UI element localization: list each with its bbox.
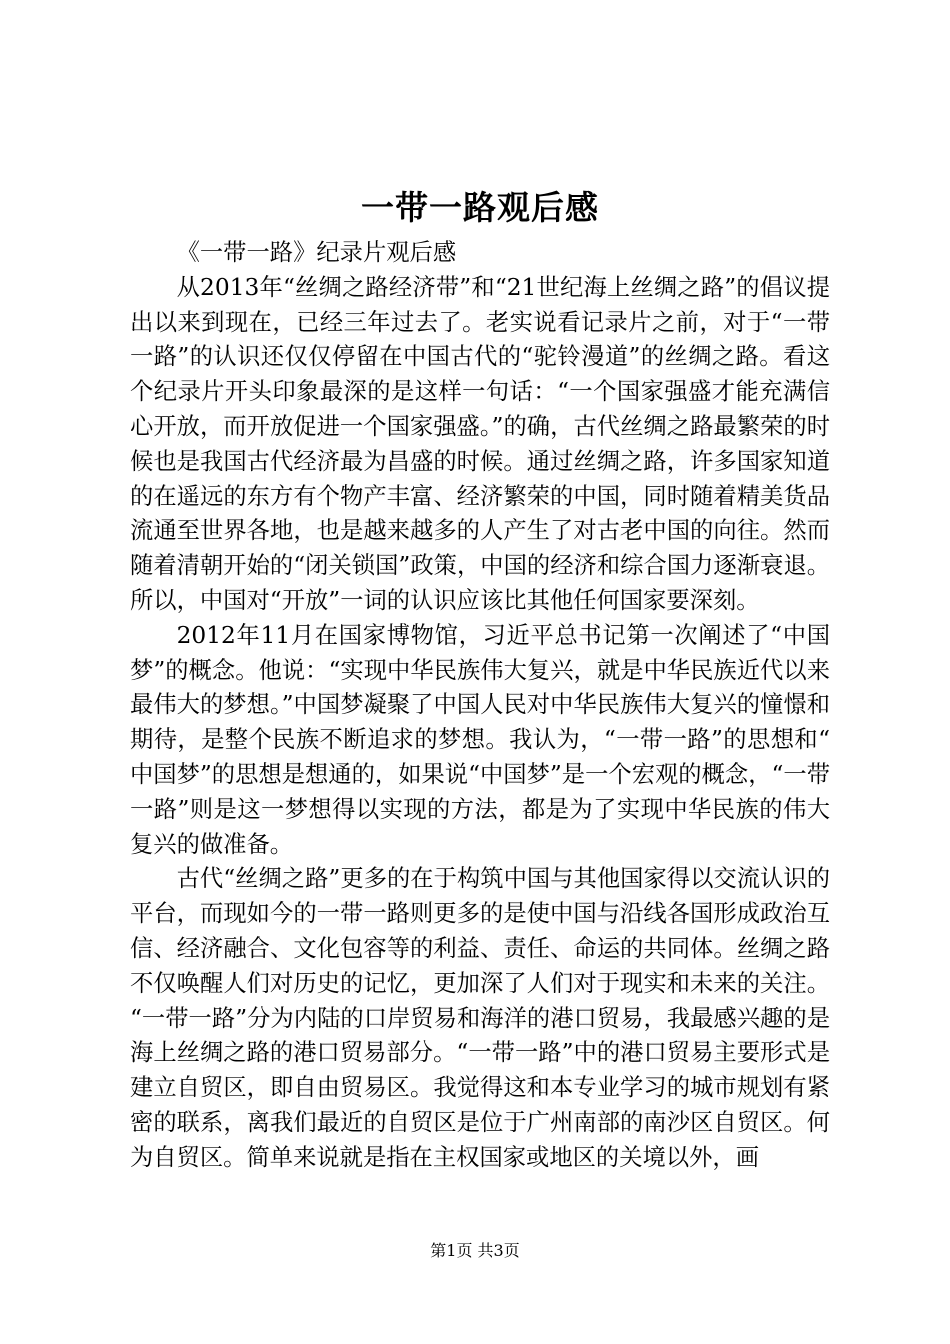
document-title: 一带一路观后感 xyxy=(361,188,599,227)
body-paragraph: 2012年11月在国家博物馆，习近平总书记第一次阐述了“中国梦”的概念。他说：“实现中华民族伟大复兴，就是中华民族近代以来最伟大的梦想。”中国梦凝聚了中国人民对中华民族伟大复兴的憧憬和期待，是整个民族不断追求的梦想。我认为，“一带一路”的思想和“中国梦”的思想是想通的，如果说“中国梦”是一个宏观的概念，“一带一路”则是这一梦想得以实现的方法，都是为了实现中华民族的伟大复兴的做准备。 xyxy=(130,621,830,858)
page-number-footer: 第1页 共3页 xyxy=(430,1241,520,1260)
body-paragraph: 古代“丝绸之路”更多的在于构筑中国与其他国家得以交流认识的平台，而现如今的一带一路则更多的是使中国与沿线各国形成政治互信、经济融合、文化包容等的利益、责任、命运的共同体。丝绸之路不仅唤醒人们对历史的记忆，更加深了人们对于现实和未来的关注。“一带一路”分为内陆的口岸贸易和海洋的港口贸易，我最感兴趣的是海上丝绸之路的港口贸易部分。“一带一路”中的港口贸易主要形式是建立自贸区，即自由贸易区。我觉得这和本专业学习的城市规划有紧密的联系，离我们最近的自贸区是位于广州南部的南沙区自贸区。何为自贸区。简单来说就是指在主权国家或地区的关境以外，画 xyxy=(130,865,830,1171)
document-body xyxy=(130,236,830,1176)
body-paragraph: 从2013年“丝绸之路经济带”和“21世纪海上丝绸之路”的倡议提出以来到现在，已经三年过去了。老实说看记录片之前，对于“一带一路”的认识还仅仅停留在中国古代的“驼铃漫道”的丝绸之路。看这个纪录片开头印象最深的是这样一句话：“一个国家强盛才能充满信心开放，而开放促进一个国家强盛。”的确，古代丝绸之路最繁荣的时候也是我国古代经济最为昌盛的时候。通过丝绸之路，许多国家知道的在遥远的东方有个物产丰富、经济繁荣的中国，同时随着精美货品流通至世界各地，也是越来越多的人产生了对古老中国的向往。然而随着清朝开始的“闭关锁国”政策，中国的经济和综合国力逐渐衰退。所以，中国对“开放”一词的认识应该比其他任何国家要深刻。 xyxy=(130,273,830,614)
subtitle-paragraph: 《一带一路》纪录片观后感 xyxy=(176,239,457,266)
